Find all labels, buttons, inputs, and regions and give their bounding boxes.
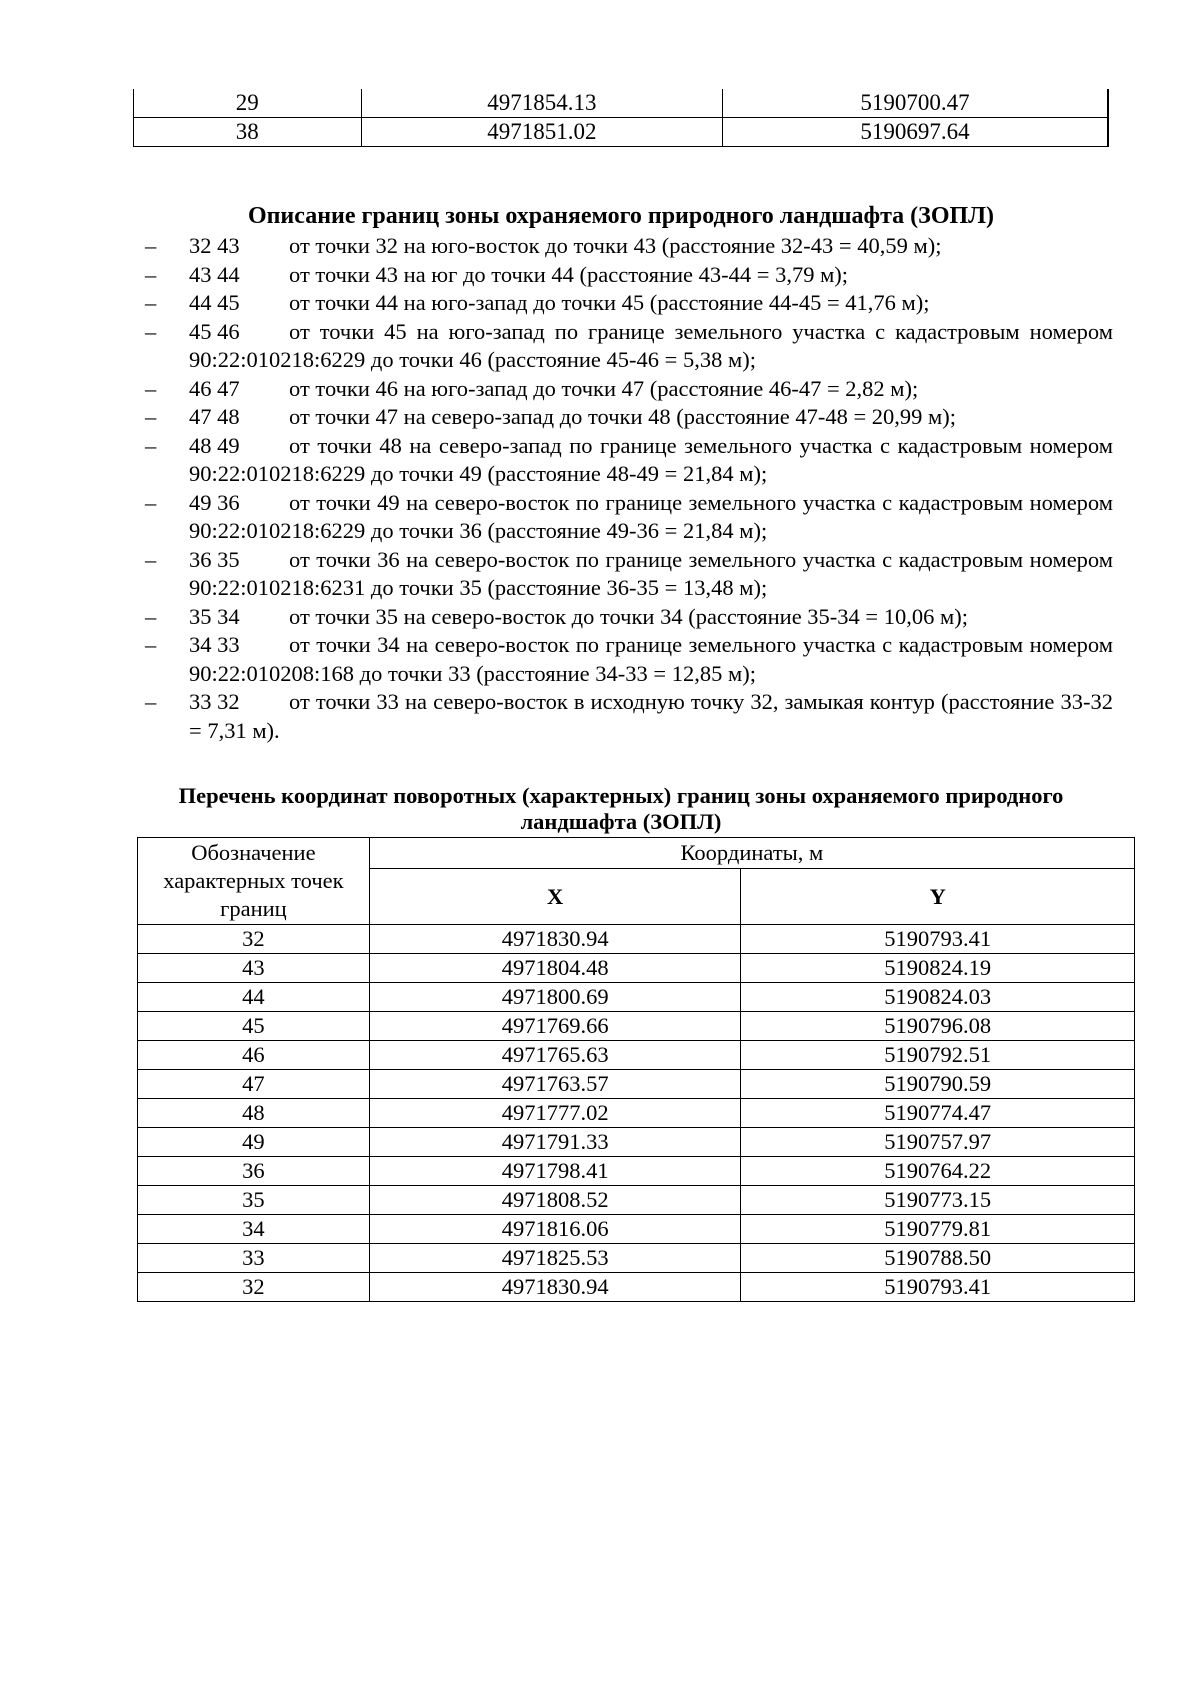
y-cell: 5190774.47 [741, 1099, 1135, 1128]
table-row [138, 1244, 1135, 1273]
x-cell: 4971830.94 [369, 925, 741, 954]
header-points: Обозначение характерных точек границ [138, 838, 370, 925]
segment-code: 43 44 [189, 261, 240, 287]
table-row [138, 1012, 1135, 1041]
table-row [138, 954, 1135, 983]
x-cell: 4971769.66 [369, 1012, 741, 1041]
list-item [145, 261, 1113, 290]
point-cell: 43 [138, 954, 370, 983]
dash-marker: – [145, 689, 157, 714]
list-item [145, 232, 1113, 261]
x-cell: 4971798.41 [369, 1157, 741, 1186]
segment-description: от точки 34 на северо-восток по границе земельного участка с кадастровым номером 90:22:010208:168 до точки 33 (расстояние 34-33 = 12,85 м); [189, 632, 1113, 686]
x-cell: 4971825.53 [369, 1244, 741, 1273]
y-cell: 5190824.03 [741, 983, 1135, 1012]
dash-marker: – [145, 261, 157, 287]
point-cell: 29 [134, 89, 362, 118]
dash-marker: – [145, 318, 157, 344]
y-cell: 5190700.47 [723, 89, 1108, 118]
segment-description: от точки 49 на северо-восток по границе земельного участка с кадастровым номером 90:22:010218:6229 до точки 36 (расстояние 49-36 = 21,84 м); [189, 489, 1113, 543]
coordinates-heading: Перечень координат поворотных (характерных) границ зоны охраняемого природного ландшафта (ЗОПЛ) [178, 783, 1064, 834]
y-cell: 5190757.97 [741, 1128, 1135, 1157]
point-cell: 32 [138, 1273, 370, 1302]
dash-marker: – [145, 233, 157, 258]
table-row [138, 925, 1135, 954]
y-cell: 5190788.50 [741, 1244, 1135, 1273]
x-cell: 4971777.02 [369, 1099, 741, 1128]
list-item [145, 489, 1113, 546]
segment-description: от точки 32 на юго-восток до точки 43 (расстояние 32-43 = 40,59 м); [289, 233, 942, 258]
x-cell: 4971763.57 [369, 1070, 741, 1099]
segment-code: 34 33 [189, 632, 240, 657]
y-cell: 5190793.41 [741, 1273, 1135, 1302]
table-row [138, 1041, 1135, 1070]
segment-code: 45 46 [189, 318, 240, 344]
dash-marker: – [145, 404, 157, 429]
y-cell: 5190779.81 [741, 1215, 1135, 1244]
dash-marker: – [145, 432, 157, 458]
x-cell: 4971854.13 [361, 89, 722, 118]
point-cell: 34 [138, 1215, 370, 1244]
segment-code: 32 43 [189, 233, 240, 258]
table-row [138, 1215, 1135, 1244]
table-row [138, 983, 1135, 1012]
table-row [138, 1128, 1135, 1157]
list-item [145, 289, 1113, 318]
dash-marker: – [145, 375, 157, 401]
y-cell: 5190697.64 [723, 118, 1108, 147]
coordinates-table [137, 837, 1135, 1302]
list-item [145, 403, 1113, 432]
x-cell: 4971791.33 [369, 1128, 741, 1157]
point-cell: 49 [138, 1128, 370, 1157]
segment-code: 36 35 [189, 546, 240, 572]
point-cell: 35 [138, 1186, 370, 1215]
table-row [134, 118, 1109, 147]
table-row [138, 1186, 1135, 1215]
top-coordinates-table [133, 89, 1109, 147]
dash-marker: – [145, 632, 157, 657]
y-cell: 5190793.41 [741, 925, 1135, 954]
header-y: Y [741, 869, 1135, 925]
segment-code: 46 47 [189, 375, 240, 401]
segment-code: 47 48 [189, 404, 240, 429]
table-row [138, 1070, 1135, 1099]
y-cell: 5190773.15 [741, 1186, 1135, 1215]
dash-marker: – [145, 603, 157, 629]
dash-marker: – [145, 290, 157, 315]
point-cell: 44 [138, 983, 370, 1012]
segment-description: от точки 36 на северо-восток по границе земельного участка с кадастровым номером 90:22:010218:6231 до точки 35 (расстояние 36-35 = 13,48 м); [189, 546, 1113, 600]
x-cell: 4971830.94 [369, 1273, 741, 1302]
point-cell: 32 [138, 925, 370, 954]
dash-marker: – [145, 546, 157, 572]
table-row [138, 1273, 1135, 1302]
table-row [138, 1157, 1135, 1186]
point-cell: 48 [138, 1099, 370, 1128]
segment-description: от точки 46 на юго-запад до точки 47 (расстояние 46-47 = 2,82 м); [289, 375, 919, 401]
segment-description: от точки 48 на северо-запад по границе земельного участка с кадастровым номером 90:22:010218:6229 до точки 49 (расстояние 48-49 = 21,84 м); [189, 432, 1113, 486]
list-item [145, 603, 1113, 632]
table-row [138, 1099, 1135, 1128]
description-heading: Описание границ зоны охраняемого природного ландшафта (ЗОПЛ) [247, 203, 995, 229]
y-cell: 5190792.51 [741, 1041, 1135, 1070]
y-cell: 5190824.19 [741, 954, 1135, 983]
x-cell: 4971851.02 [361, 118, 722, 147]
list-item [145, 432, 1113, 489]
segment-code: 44 45 [189, 290, 240, 315]
segment-description: от точки 35 на северо-восток до точки 34 (расстояние 35-34 = 10,06 м); [289, 603, 968, 629]
x-cell: 4971765.63 [369, 1041, 741, 1070]
list-item [145, 688, 1113, 745]
x-cell: 4971808.52 [369, 1186, 741, 1215]
point-cell: 46 [138, 1041, 370, 1070]
segment-description: от точки 43 на юг до точки 44 (расстояние 43-44 = 3,79 м); [289, 261, 849, 287]
segment-description: от точки 44 на юго-запад до точки 45 (расстояние 44-45 = 41,76 м); [289, 290, 930, 315]
y-cell: 5190790.59 [741, 1070, 1135, 1099]
x-cell: 4971816.06 [369, 1215, 741, 1244]
point-cell: 47 [138, 1070, 370, 1099]
header-coordinates: Координаты, м [369, 838, 1134, 869]
point-cell: 33 [138, 1244, 370, 1273]
point-cell: 45 [138, 1012, 370, 1041]
y-cell: 5190796.08 [741, 1012, 1135, 1041]
description-list [145, 232, 1113, 745]
list-item [145, 546, 1113, 603]
table-row [134, 89, 1109, 118]
x-cell: 4971804.48 [369, 954, 741, 983]
segment-code: 35 34 [189, 603, 240, 629]
list-item [145, 318, 1113, 375]
list-item [145, 375, 1113, 404]
x-cell: 4971800.69 [369, 983, 741, 1012]
segment-code: 49 36 [189, 489, 240, 515]
segment-description: от точки 45 на юго-запад по границе земельного участка с кадастровым номером 90:22:010218:6229 до точки 46 (расстояние 45-46 = 5,38 м); [189, 318, 1113, 372]
segment-description: от точки 33 на северо-восток в исходную точку 32, замыкая контур (расстояние 33-32 = 7,31 м). [189, 689, 1113, 743]
list-item [145, 631, 1113, 688]
segment-code: 33 32 [189, 689, 240, 714]
y-cell: 5190764.22 [741, 1157, 1135, 1186]
dash-marker: – [145, 489, 157, 515]
segment-code: 48 49 [189, 432, 240, 458]
segment-description: от точки 47 на северо-запад до точки 48 (расстояние 47-48 = 20,99 м); [289, 404, 957, 429]
point-cell: 36 [138, 1157, 370, 1186]
header-x: X [369, 869, 741, 925]
point-cell: 38 [134, 118, 362, 147]
